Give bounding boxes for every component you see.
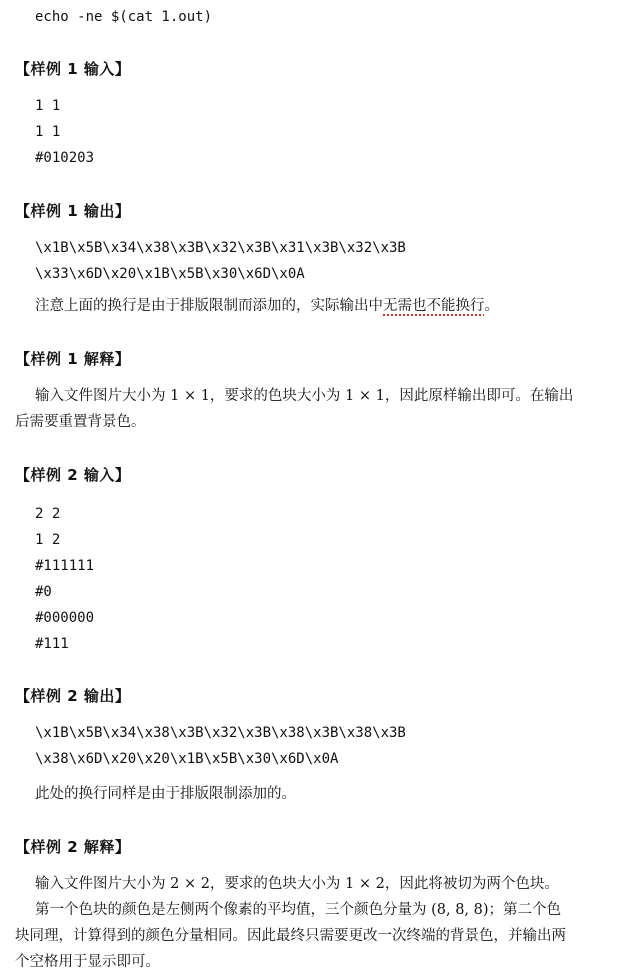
- sample1-explain-heading: 【样例 1 解释】: [15, 350, 131, 368]
- sample1-input-line: #010203: [35, 150, 95, 166]
- sample1-explain-line: 后需要重置背景色。: [15, 414, 146, 430]
- sample1-input-line: 1 1: [35, 98, 61, 114]
- sample1-output-note: [35, 293, 499, 320]
- sample2-explain-line: 输入文件图片大小为 2 × 2，要求的色块大小为 1 × 2，因此将被切为两个色块。: [35, 876, 559, 892]
- sample1-output-heading: 【样例 1 输出】: [15, 202, 131, 220]
- sample2-explain-heading: 【样例 2 解释】: [15, 838, 131, 856]
- command-line: echo -ne $(cat 1.out): [35, 9, 213, 25]
- sample1-input-heading: 【样例 1 输入】: [15, 60, 131, 78]
- sample2-input-line: 2 2: [35, 506, 61, 522]
- sample2-input-line: #111111: [35, 558, 95, 574]
- sample1-output-line: \x1B\x5B\x34\x38\x3B\x32\x3B\x31\x3B\x32\x3B: [35, 240, 406, 256]
- sample2-input-line: #000000: [35, 610, 95, 626]
- sample2-explain-line: 第一个色块的颜色是左侧两个像素的平均值，三个颜色分量为 (8, 8, 8)；第二个色: [35, 902, 562, 918]
- sample1-input-line: 1 1: [35, 124, 61, 140]
- sample2-output-note: 此处的换行同样是由于排版限制添加的。: [35, 786, 296, 802]
- note-suffix: 。: [484, 298, 499, 314]
- note-emphasis: 无需也不能换行: [383, 298, 485, 314]
- sample2-explain-line: 个空格用于显示即可。: [15, 954, 160, 970]
- sample2-input-heading: 【样例 2 输入】: [15, 466, 131, 484]
- sample2-input-line: #111: [35, 636, 69, 652]
- note-prefix: 注意上面的换行是由于排版限制而添加的，实际输出中: [35, 298, 383, 314]
- sample2-explain-line: 块同理，计算得到的颜色分量相同。因此最终只需要更改一次终端的背景色，并输出两: [15, 928, 566, 944]
- sample2-output-heading: 【样例 2 输出】: [15, 687, 131, 705]
- sample1-output-line: \x33\x6D\x20\x1B\x5B\x30\x6D\x0A: [35, 266, 305, 282]
- sample2-output-line: \x38\x6D\x20\x20\x1B\x5B\x30\x6D\x0A: [35, 751, 339, 767]
- sample2-input-line: 1 2: [35, 532, 61, 548]
- sample2-input-line: #0: [35, 584, 52, 600]
- sample1-explain-line: 输入文件图片大小为 1 × 1，要求的色块大小为 1 × 1，因此原样输出即可。在输出: [35, 388, 574, 404]
- sample2-output-line: \x1B\x5B\x34\x38\x3B\x32\x3B\x38\x3B\x38\x3B: [35, 725, 406, 741]
